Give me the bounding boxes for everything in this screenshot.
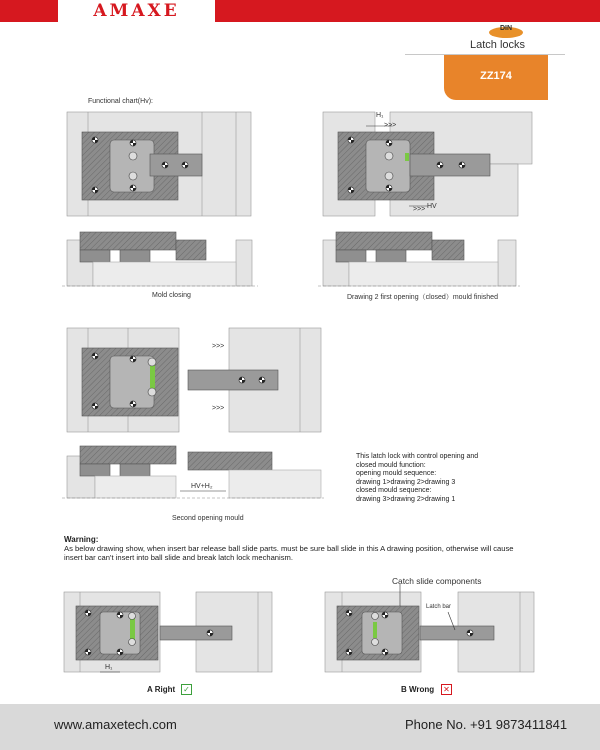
- product-code: ZZ174: [480, 70, 512, 82]
- warning-title: Warning:: [64, 535, 99, 544]
- direction-arrows-lower: >>>: [212, 405, 225, 412]
- check-icon: ✓: [181, 684, 192, 695]
- direction-arrows: >>>: [384, 122, 397, 129]
- logo-text: AMAXE: [93, 1, 180, 21]
- cross-icon: ✕: [441, 684, 452, 695]
- drawing-mold-closing: [67, 112, 251, 216]
- drawing-mold-closing-section: [62, 232, 258, 286]
- warning-text: As below drawing show, when insert bar release ball slide parts. must be sure ball slide in this A drawing position, otherwise will cause insert bar can't insert into ball slide and break latch lock mechanism.: [64, 544, 514, 563]
- drawing-a-right: [64, 592, 272, 672]
- footer-phone: Phone No. +91 9873411841: [405, 717, 568, 732]
- right-label: A Right: [147, 685, 176, 694]
- functional-chart-label: Functional chart(Hv):: [88, 98, 153, 105]
- direction-arrows-upper: >>>: [212, 343, 225, 350]
- description-line: drawing 3>drawing 2>drawing 1: [356, 495, 456, 503]
- footer-website-link[interactable]: www.amaxetech.com: [54, 717, 177, 732]
- product-title: Latch locks: [470, 39, 526, 51]
- description-line: closed mould function:: [356, 461, 426, 469]
- catch-slide-label: Catch slide components: [392, 576, 482, 586]
- caption-mold-closing: Mold closing: [152, 292, 191, 299]
- description-line: This latch lock with control opening and: [356, 453, 479, 460]
- caption-first-opening: Drawing 2 first opening（closed）mould finished: [347, 294, 498, 301]
- description-line: opening mould sequence:: [356, 470, 437, 478]
- description-block: [356, 453, 478, 505]
- drawing-second-opening-section: [62, 446, 324, 498]
- wrong-label: B Wrong: [401, 685, 435, 694]
- description-line: drawing 1>drawing 2>drawing 3: [356, 478, 456, 486]
- drawing-b-wrong: [325, 584, 534, 672]
- drawing-second-opening: [67, 328, 321, 432]
- drawing-first-opening: [323, 112, 532, 216]
- direction-arrows-lower: >>>: [413, 206, 426, 213]
- dimension-hv: HV: [427, 203, 437, 210]
- caption-second-opening: Second opening mould: [172, 515, 244, 522]
- din-badge-label: DIN: [499, 25, 513, 32]
- dimension-hv-h2: HV+H₂: [191, 483, 213, 490]
- dimension-h1-top: H₁: [376, 112, 384, 119]
- description-line: closed mould sequence:: [356, 487, 432, 495]
- drawing-first-opening-section: [318, 232, 520, 286]
- latch-bar-label: Latch bar: [426, 604, 452, 610]
- dimension-h1-bottom: H₁: [105, 664, 113, 671]
